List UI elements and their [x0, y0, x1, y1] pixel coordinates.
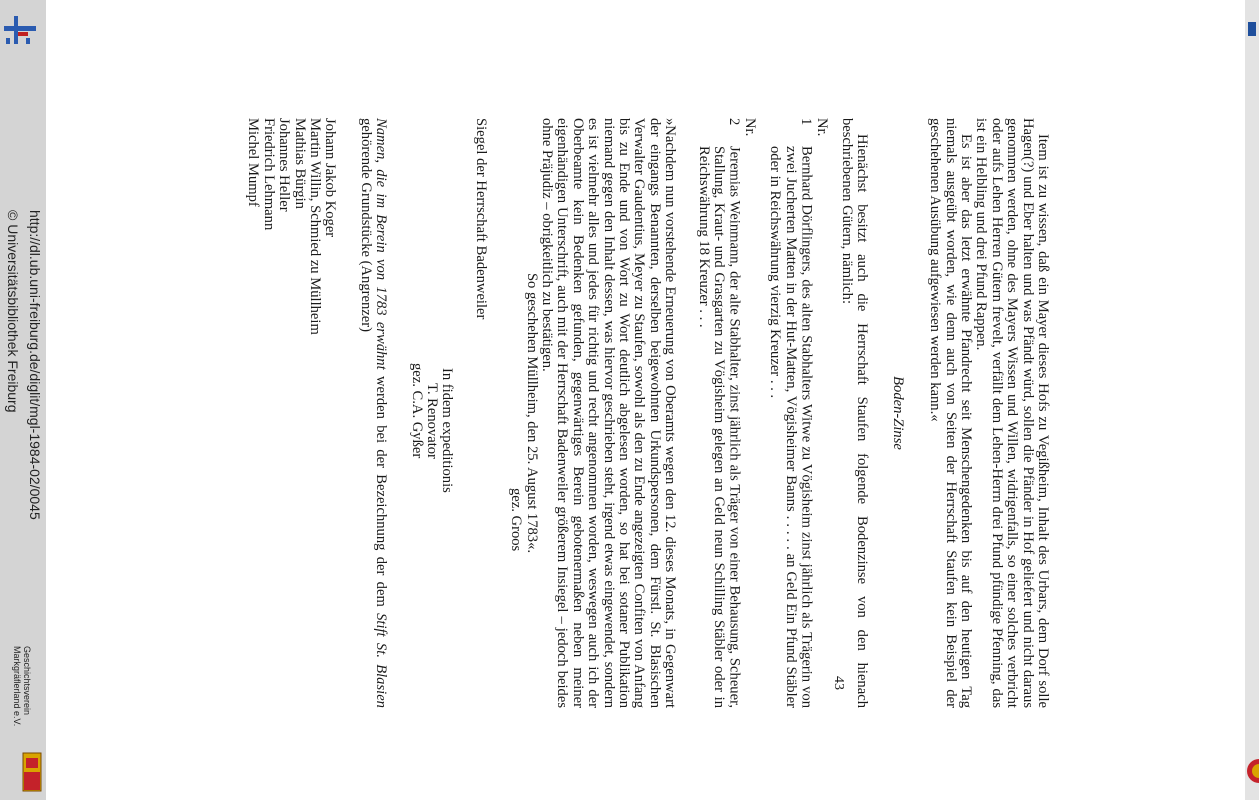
seal-icon — [1245, 756, 1259, 786]
para5-italic: Namen, die im Berein von 1783 erwähnt — [373, 118, 390, 370]
seal-line: Siegel der Herrschaft Badenweiler — [472, 118, 489, 320]
paragraph-1: Item ist zu wissen, daß ein Mayer dieses Hofs zu Vegißheim, Inhalt des Urbars, dem Dorf solle Hagen(?) und Eber halten und was Pfändt würd, sollen die Pfänder in Hof geliefert und nicht daraus genommen werden, ohne des Mayers Wissen und Willen, widrigenfalls, so einer solches verbricht oder aufs Lehen Herren Gütern frevelt, verfällt dem Lehen-Herrn drei Pfund pfündige Pfenning, das ist ein Helbling und drei Pfund Rappen. — [973, 118, 1051, 708]
name-item: Johannes Heller — [276, 118, 293, 212]
paragraph-2: Es ist aber das letzt erwähnte Pfandrecht seit Menschengedenken bis auf den heutigen Tag niemals ausgeübt worden, wie denn auch von Seiten der Herrschaft Staufen kein Beispiel der geschehenen Ausübung aufgewiesen werden kann.« — [927, 118, 974, 708]
publisher-label — [2, 646, 42, 766]
list-item — [767, 118, 829, 708]
source-url-text[interactable]: http://dl.ub.uni-freiburg.de/diglit/mgl-1984-02/0045 — [27, 210, 43, 520]
publisher-line1: Geschichtsverein — [22, 646, 32, 716]
paragraph-4: »Nachdem nun vorstehende Erneuerung von Oberamts wegen den 12. dieses Monats, in Gegenwart der eingangs Benannten, derselben beigewohnten Urkundspersonen, dem Fürstl. St. Blasischen Verwalter Gaudentius, Meyer zu Staufen, sowohl als den zu Ende angezeigten Confiten von Anfang bis zu Ende und von Wort zu Wort deutlich abgelesen worden, so hat bei sotaner Publikation niemand gegen den Inhalt dessen, was hiervor geschrieben steht, irgend etwas eingewendet, sondern es ist vielmehr alles und jedes für richtig und recht angenommen worden, weswegen auch ich der Oberbeamte kein Bedenken gefunden, gegenwärtiges Berein gebotenermaßen neben meiner eigenhändigen Unterschrift, auch mit der Herrschaft Badenweiler größerem Insiegel – jedoch beides ohne Präjudiz – obrigkeitlich zu bestätigen. — [539, 118, 679, 708]
item-number: Nr. 2 — [726, 118, 758, 137]
copyright-text: © Universitätsbibliothek Freiburg — [5, 210, 21, 413]
name-item: Martin Willin, Schmied zu Müllheim — [306, 118, 323, 335]
name-item: Mathias Bürgin — [291, 118, 308, 209]
fidem-line-1: In fidem expeditionis — [439, 368, 456, 493]
item-text: Bernhard Dörflingers, des alten Stabhalters Witwe zu Vögisheim zinst jährlich als Trägerin von zwei Jucherten Matten in der Hut-Matten, Vögisheimer Banns . . . . . an Geld Ein Pfund Stäbler oder in Reichswährung vierzig Kreuzer . . . — [767, 146, 815, 708]
source-url[interactable] — [5, 210, 44, 610]
names-list — [245, 118, 337, 708]
closing-line: So geschehen Müllheim, den 25. August 1783«. — [523, 272, 540, 554]
left-sidebar — [0, 0, 46, 800]
signature-groos: gez. Groos — [508, 488, 525, 552]
name-item: Michel Mumpf — [245, 118, 262, 207]
list-item — [695, 118, 757, 708]
item-number: Nr. 1 — [798, 118, 830, 137]
fidem-line-3: gez. C.A. Gyßer — [408, 363, 425, 459]
fidem-line-2: T. Renovator — [424, 383, 440, 459]
para5-end: gehörende Grundstücke (Angrenzer) — [357, 118, 374, 332]
name-item: Friedrich Lehmann — [260, 118, 277, 231]
right-sidebar — [1245, 0, 1259, 800]
page-number: 43 — [831, 676, 846, 690]
section-title: Boden-Zinse — [889, 376, 906, 450]
paragraph-5 — [357, 118, 388, 708]
publisher-crest-icon — [22, 752, 42, 792]
paragraph-3: Hienächst besitzt auch die Herrschaft Staufen folgende Bodenzinse von den hienach beschriebenen Gütern, nämlich: — [838, 118, 871, 708]
document-page — [170, 118, 1050, 708]
item-text: Jeremias Weinmann, der alte Stabhalter, zinst jährlich als Träger von einer Behausung, Scheuer, Stallung, Kraut- und Grasgarten zu Vögisheim gelegen an Geld neun Schilling Stäbler oder in Reichswährung 18 Kreuzer . . . — [695, 146, 743, 708]
library-logo-icon — [4, 12, 36, 48]
publisher-line2: Markgräflerland e.V. — [12, 646, 22, 727]
para5-italic-2: Stift St. Blasien — [373, 613, 390, 708]
bookmark-icon — [1248, 22, 1256, 36]
name-item: Johann Jakob Koger — [322, 118, 339, 238]
para5-mid: werden bei der Bezeichnung der dem — [373, 369, 390, 614]
